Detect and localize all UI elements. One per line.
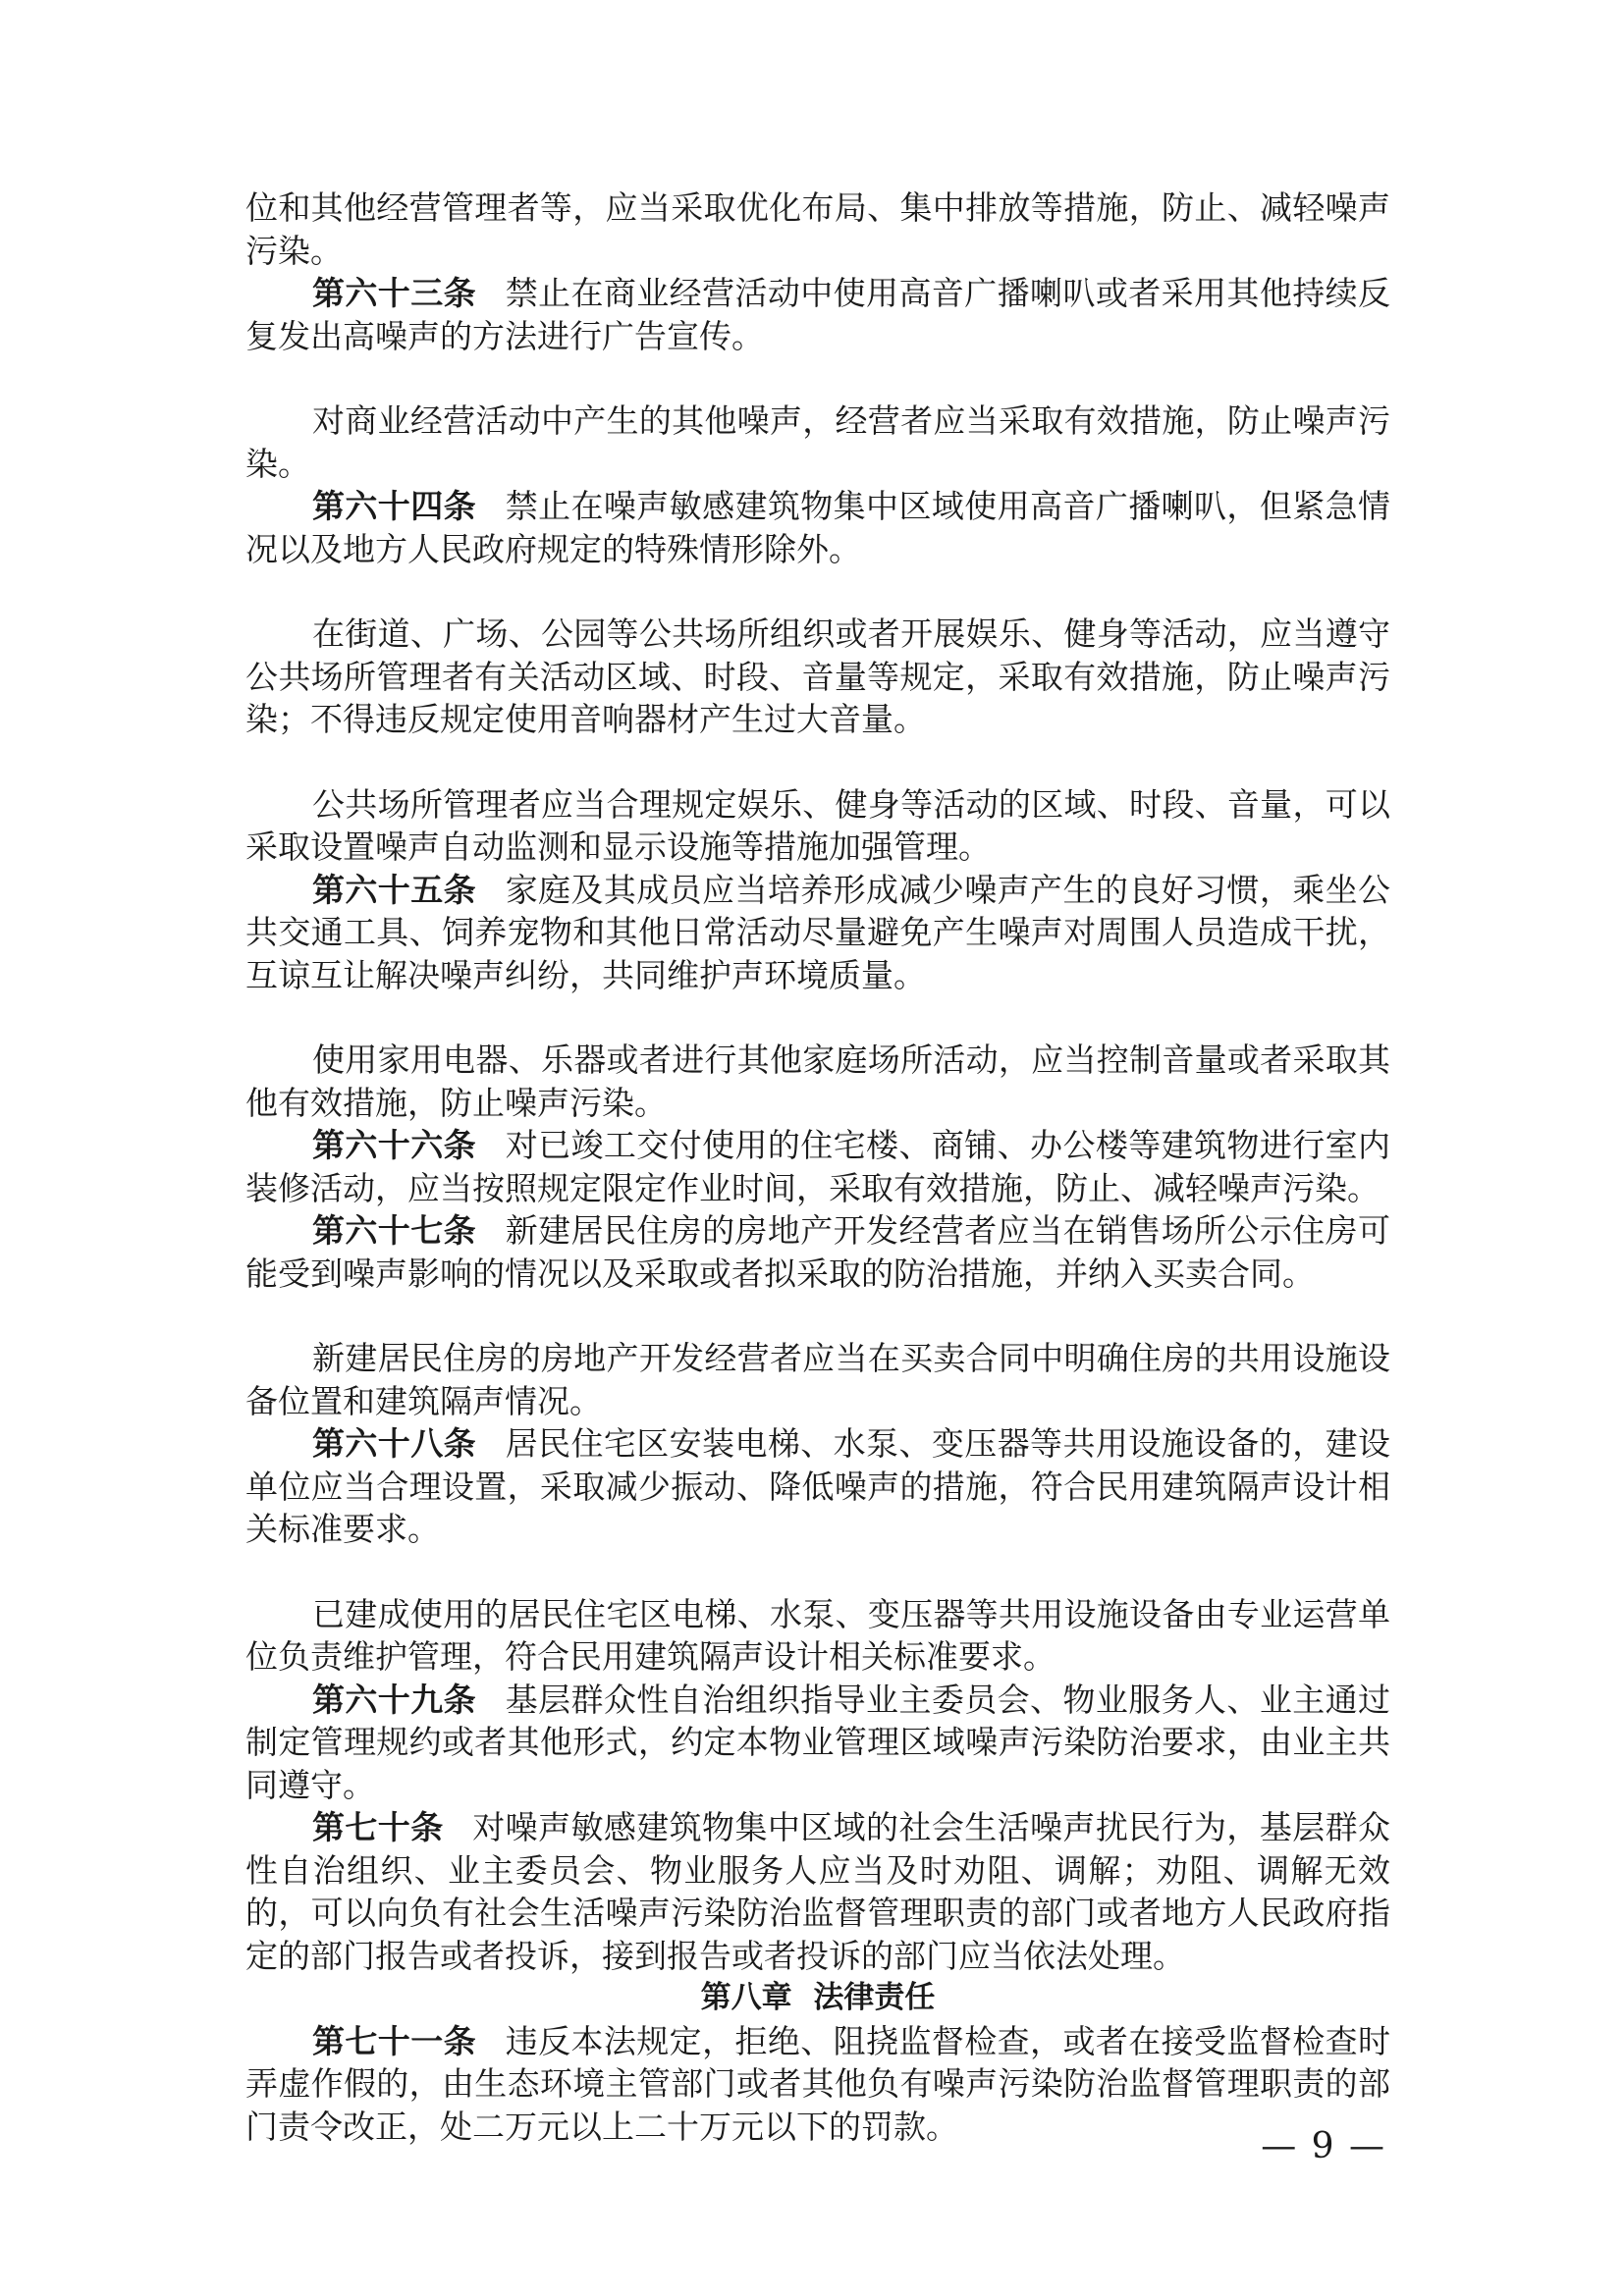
article-paragraph <box>245 272 1390 357</box>
paragraph <box>245 613 1390 741</box>
article-text: 禁止在商业经营活动中使用高音广播喇叭或者采用其他持续反复发出高噪声的方法进行广告宣传。 <box>245 274 1391 355</box>
paragraph-text: 位和其他经营管理者等，应当采取优化布局、集中排放等措施，防止、减轻噪声污染。 <box>245 188 1390 270</box>
article-number: 第六十八条 <box>312 1424 476 1463</box>
chapter-heading <box>245 1977 1390 2020</box>
body-text <box>245 187 1390 2148</box>
paragraph-text: 新建居民住房的房地产开发经营者应当在买卖合同中明确住房的共用设施设备位置和建筑隔声情况。 <box>245 1339 1390 1420</box>
article-paragraph <box>245 1124 1390 1209</box>
paragraph <box>245 187 1390 272</box>
paragraph <box>245 783 1390 869</box>
article-text: 违反本法规定，拒绝、阻挠监督检查，或者在接受监督检查时弄虚作假的，由生态环境主管部门或者其他负有噪声污染防治监督管理职责的部门责令改正，处二万元以上二十万元以下的罚款。 <box>245 2021 1391 2146</box>
paragraph <box>245 400 1390 485</box>
article-number: 第六十三条 <box>312 274 476 312</box>
article-number: 第七十一条 <box>312 2021 476 2060</box>
article-paragraph <box>245 869 1390 997</box>
article-text: 禁止在噪声敏感建筑物集中区域使用高音广播喇叭，但紧急情况以及地方人民政府规定的特殊情形除外。 <box>245 487 1391 568</box>
chapter-title: 法律责任 <box>813 1980 936 2015</box>
article-text: 新建居民住房的房地产开发经营者应当在销售场所公示住房可能受到噪声影响的情况以及采取或者拟采取的防治措施，并纳入买卖合同。 <box>245 1211 1391 1293</box>
paragraph <box>245 1337 1390 1422</box>
paragraph-text: 使用家用电器、乐器或者进行其他家庭场所活动，应当控制音量或者采取其他有效措施，防止噪声污染。 <box>245 1041 1390 1122</box>
article-paragraph <box>245 1422 1390 1551</box>
article-paragraph <box>245 1679 1390 1807</box>
article-number: 第六十五条 <box>312 870 476 909</box>
article-number: 第六十六条 <box>312 1126 476 1164</box>
article-number: 第六十七条 <box>312 1211 476 1250</box>
article-number: 第六十四条 <box>312 487 476 525</box>
paragraph-text: 在街道、广场、公园等公共场所组织或者开展娱乐、健身等活动，应当遵守公共场所管理者有关活动区域、时段、音量等规定，采取有效措施，防止噪声污染；不得违反规定使用音响器材产生过大音量。 <box>245 614 1390 738</box>
chapter-number: 第八章 <box>700 1980 792 2015</box>
article-number: 第七十条 <box>312 1808 444 1846</box>
paragraph-text: 已建成使用的居民住宅区电梯、水泵、变压器等共用设施设备由专业运营单位负责维护管理，符合民用建筑隔声设计相关标准要求。 <box>245 1594 1390 1676</box>
paragraph <box>245 1593 1390 1679</box>
page-number: — 9 — <box>1261 2126 1386 2166</box>
article-paragraph <box>245 2020 1390 2149</box>
article-paragraph <box>245 485 1390 570</box>
paragraph <box>245 1039 1390 1124</box>
article-text: 居民住宅区安装电梯、水泵、变压器等共用设施设备的，建设单位应当合理设置，采取减少振动、降低噪声的措施，符合民用建筑隔声设计相关标准要求。 <box>245 1424 1391 1548</box>
article-text: 家庭及其成员应当培养形成减少噪声产生的良好习惯，乘坐公共交通工具、饲养宠物和其他日常活动尽量避免产生噪声对周围人员造成干扰，互谅互让解决噪声纠纷，共同维护声环境质量。 <box>245 870 1391 994</box>
article-paragraph <box>245 1806 1390 1977</box>
article-number: 第六十九条 <box>312 1680 476 1719</box>
article-text: 基层群众性自治组织指导业主委员会、物业服务人、业主通过制定管理规约或者其他形式，约定本物业管理区域噪声污染防治要求，由业主共同遵守。 <box>245 1680 1391 1804</box>
paragraph-text: 对商业经营活动中产生的其他噪声，经营者应当采取有效措施，防止噪声污染。 <box>245 401 1390 483</box>
paragraph-text: 公共场所管理者应当合理规定娱乐、健身等活动的区域、时段、音量，可以采取设置噪声自动监测和显示设施等措施加强管理。 <box>245 784 1390 866</box>
article-text: 对已竣工交付使用的住宅楼、商铺、办公楼等建筑物进行室内装修活动，应当按照规定限定作业时间，采取有效措施，防止、减轻噪声污染。 <box>245 1126 1391 1207</box>
article-paragraph <box>245 1209 1390 1295</box>
article-text: 对噪声敏感建筑物集中区域的社会生活噪声扰民行为，基层群众性自治组织、业主委员会、物业服务人应当及时劝阻、调解；劝阻、调解无效的，可以向负有社会生活噪声污染防治监督管理职责的部门或者地方人民政府指定的部门报告或者投诉，接到报告或者投诉的部门应当依法处理。 <box>245 1808 1391 1975</box>
